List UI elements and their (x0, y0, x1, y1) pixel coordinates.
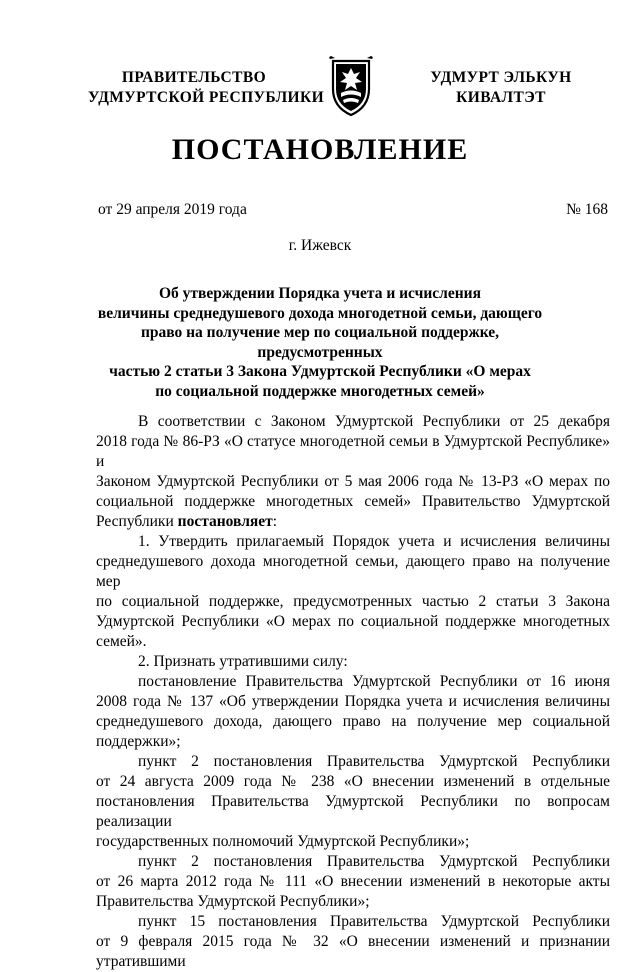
paragraph-line: пункт 2 постановления Правительства Удмуртской Республики (138, 753, 610, 770)
issuer-line-2: УДМУРТСКОЙ РЕСПУБЛИКИ (88, 89, 325, 106)
paragraph-line: от 26 марта 2012 года № 111 «О внесении изменений в некоторые акты (96, 873, 610, 890)
paragraph-line: от 9 февраля 2015 года № 32 «О внесении изменений и признании утратившими (96, 933, 610, 970)
body-paragraph (96, 652, 610, 672)
issuer-name-russian (88, 68, 325, 108)
paragraph-line: постановления Правительства Удмуртской Республики по вопросам реализации (96, 793, 610, 830)
title-line: право на получение мер по социальной поддержке, предусмотренных (140, 324, 500, 361)
paragraph-line: семей». (96, 633, 147, 650)
paragraph-line: Республики постановляет: (96, 513, 278, 530)
resolves-keyword: постановляет (177, 513, 273, 530)
body-paragraph (96, 912, 610, 972)
issuer-udmurt-line-2: КИВАЛТЭТ (456, 89, 546, 106)
document-body (96, 412, 610, 972)
paragraph-line: 2. Признать утратившими силу: (138, 653, 348, 670)
paragraph-line: Правительства Удмуртской Республики»; (96, 893, 370, 910)
paragraph-line: пункт 2 постановления Правительства Удмуртской Республики (138, 853, 610, 870)
document-city: г. Ижевск (288, 237, 352, 254)
paragraph-line: поддержки»; (96, 733, 181, 750)
title-line: по социальной поддержке многодетных семей» (155, 382, 485, 400)
paragraph-line: пункт 15 постановления Правительства Удмуртской Республики (138, 913, 610, 930)
body-paragraph (96, 412, 610, 532)
body-paragraph (96, 752, 610, 852)
paragraph-line: от 24 августа 2009 года № 238 «О внесении изменений в отдельные (96, 773, 610, 790)
body-paragraph (96, 672, 610, 752)
paragraph-line: по социальной поддержке, предусмотренных частью 2 статьи 3 Закона (96, 593, 610, 610)
paragraph-line: среднедушевого дохода, дающего право на получение мер социальной (96, 713, 610, 730)
paragraph-line: постановление Правительства Удмуртской Республики от 16 июня (138, 673, 610, 690)
paragraph-line: 2018 года № 86-РЗ «О статусе многодетной семьи в Удмуртской Республике» и (96, 433, 610, 470)
issuer-udmurt-line-1: УДМУРТ ЭЛЬКУН (430, 69, 572, 86)
body-paragraph (96, 532, 610, 652)
paragraph-line: 1. Утвердить прилагаемый Порядок учета и исчисления величины (138, 533, 610, 550)
document-type-heading: ПОСТАНОВЛЕНИЕ (171, 133, 469, 166)
document-title (90, 284, 550, 401)
title-line: величины среднедушевого дохода многодетной семьи, дающего (97, 304, 543, 322)
body-paragraph (96, 852, 610, 912)
paragraph-line: социальной поддержке многодетных семей» Правительство Удмуртской (96, 493, 610, 510)
paragraph-line: Удмуртской Республики «О мерах по социальной поддержке многодетных (96, 613, 610, 630)
issuer-line-1: ПРАВИТЕЛЬСТВО (121, 69, 267, 86)
document-date: от 29 апреля 2019 года (98, 201, 247, 218)
paragraph-line: государственных полномочий Удмуртской Республики»; (96, 833, 470, 850)
coat-of-arms-emblem-icon (327, 55, 375, 119)
punctuation: : (272, 513, 278, 530)
paragraph-line: 2008 года № 137 «Об утверждении Порядка учета и исчисления величины (96, 693, 610, 710)
paragraph-line: Законом Удмуртской Республики от 5 мая 2006 года № 13-РЗ «О мерах по (96, 473, 610, 490)
document-number: № 168 (566, 201, 608, 218)
title-line: Об утверждении Порядка учета и исчисления (159, 285, 481, 302)
title-line: частью 2 статьи 3 Закона Удмуртской Республики «О мерах (109, 363, 531, 380)
paragraph-line: В соответствии с Законом Удмуртской Республики от 25 декабря (138, 413, 610, 430)
paragraph-line: среднедушевого дохода многодетной семьи, дающего право на получение мер (96, 553, 610, 590)
issuer-name-udmurt (426, 68, 576, 108)
